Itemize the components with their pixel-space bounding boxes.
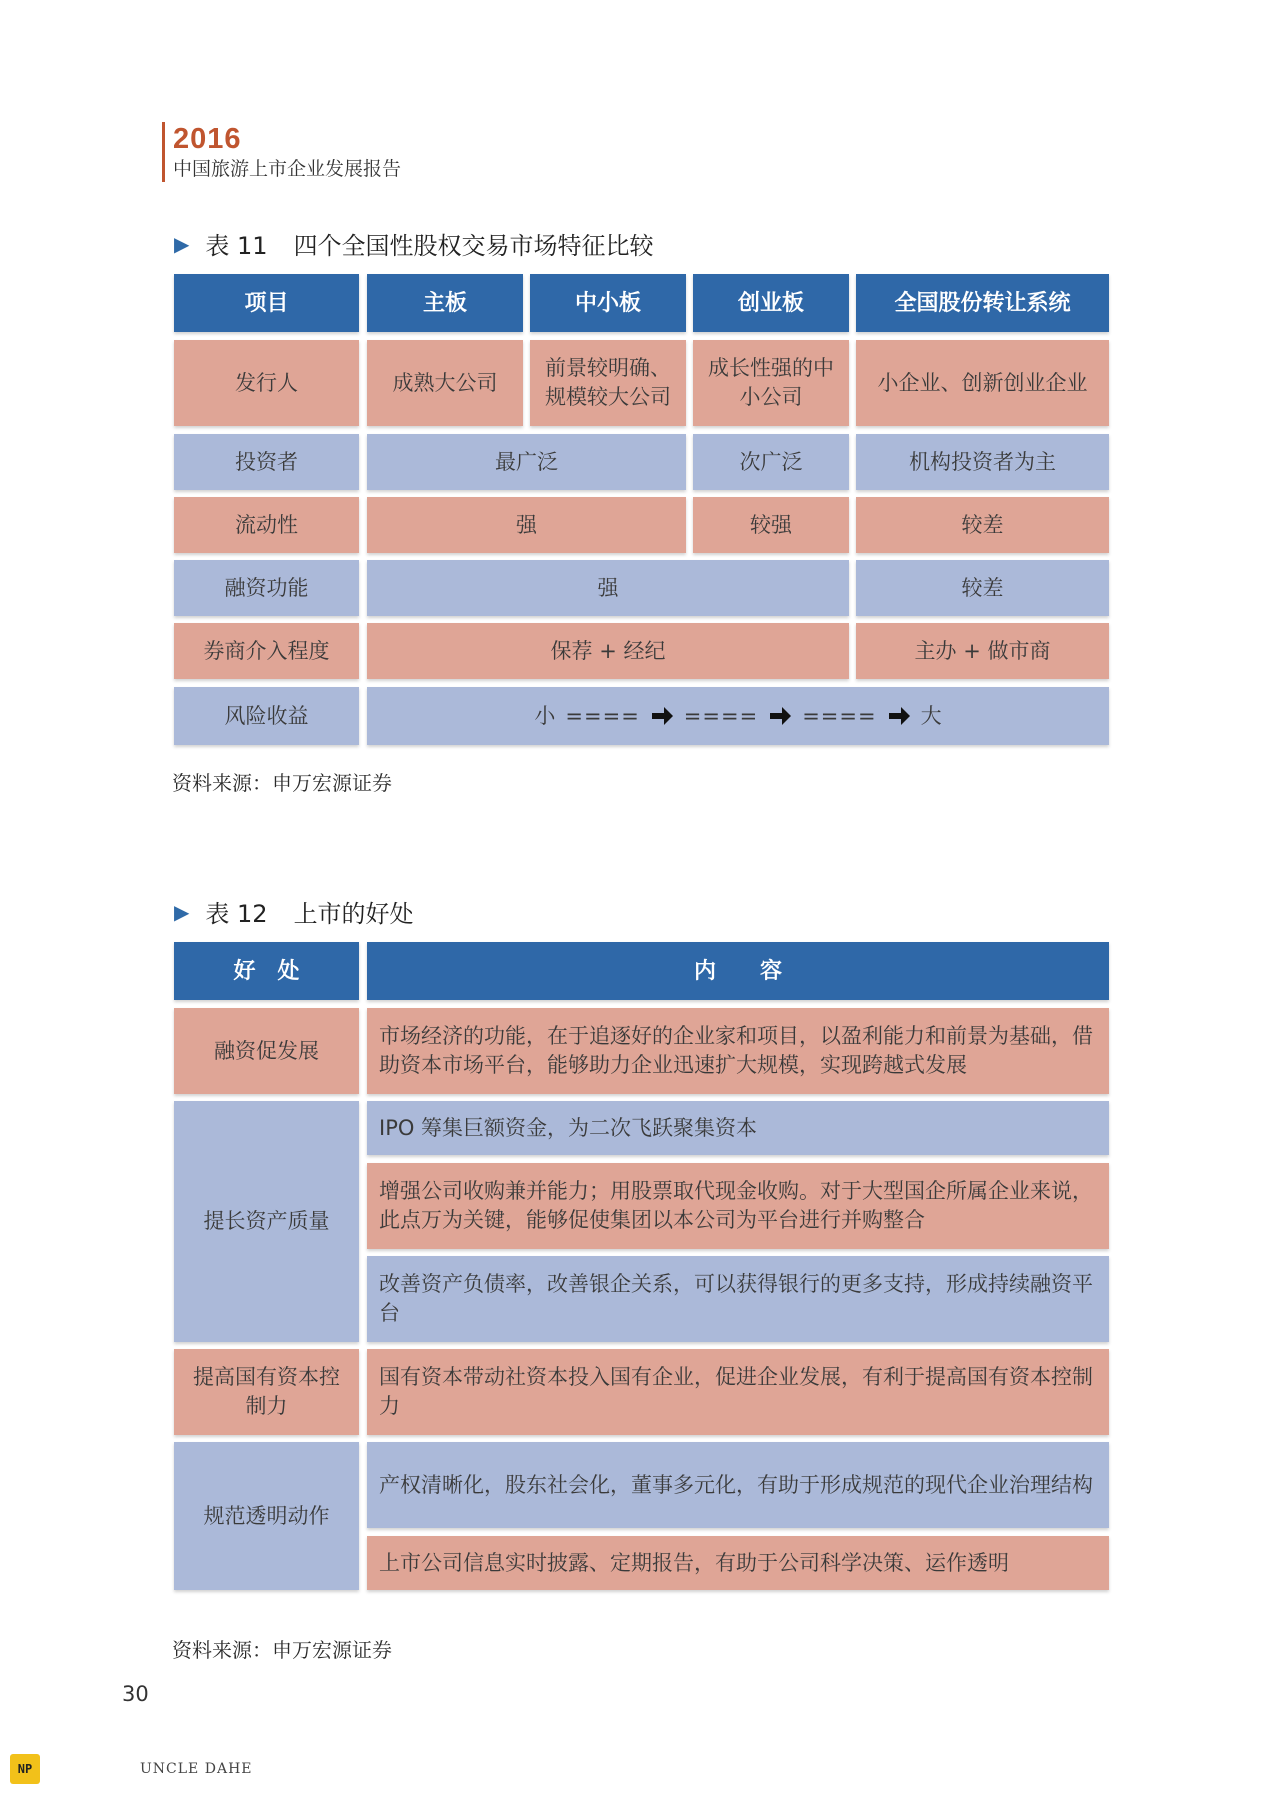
benefit-label-state-capital: 提高国有资本控制力 [174, 1349, 359, 1435]
cell-issuer-gem: 成长性强的中小公司 [693, 340, 849, 426]
cell-risk-scale [367, 687, 1109, 745]
cell-issuer-neeq: 小企业、创新创业企业 [856, 340, 1109, 426]
table11-title-text: 四个全国性股权交易市场特征比较 [293, 232, 654, 260]
benefit-content: 国有资本带动社资本投入国有企业，促进企业发展，有利于提高国有资本控制力 [367, 1349, 1109, 1435]
triangle-bullet-icon: ▶ [174, 899, 190, 924]
page-number: 30 [122, 1682, 149, 1706]
brand-name: UNCLE DAHE [140, 1761, 253, 1777]
row-label-broker: 券商介入程度 [174, 623, 359, 679]
benefit-content: 增强公司收购兼并能力；用股票取代现金收购。对于大型国企所属企业来说，此点万为关键，能够促使集团以本公司为平台进行并购整合 [367, 1163, 1109, 1249]
risk-equals-1: ==== [565, 703, 640, 728]
table11-number: 表 11 [205, 232, 268, 260]
table12-header-benefit: 好 处 [174, 942, 359, 1000]
cell-liquidity-neeq: 较差 [856, 497, 1109, 553]
report-subtitle: 中国旅游上市企业发展报告 [173, 158, 402, 180]
table11-header-item: 项目 [174, 274, 359, 332]
benefit-label-financing: 融资促发展 [174, 1008, 359, 1094]
table11-header-main-board: 主板 [367, 274, 523, 332]
cell-broker-neeq: 主办 + 做市商 [856, 623, 1109, 679]
benefit-label-transparency: 规范透明动作 [174, 1442, 359, 1590]
brand-footer [10, 1754, 253, 1784]
report-year: 2016 [173, 123, 242, 155]
table12-header-content: 内 容 [367, 942, 1109, 1000]
cell-liquidity-gem: 较强 [693, 497, 849, 553]
table11-source: 资料来源：申万宏源证券 [172, 771, 392, 795]
arrow-right-icon [650, 705, 674, 727]
table12-number: 表 12 [205, 900, 268, 928]
table11-title [174, 226, 654, 261]
risk-large-label: 大 [920, 703, 942, 728]
cell-investor-gem: 次广泛 [693, 434, 849, 490]
cell-liquidity-main-sme: 强 [367, 497, 686, 553]
benefit-content: 市场经济的功能，在于追逐好的企业家和项目，以盈利能力和前景为基础，借助资本市场平台，能够助力企业迅速扩大规模，实现跨越式发展 [367, 1008, 1109, 1094]
cell-financing-exchange: 强 [367, 560, 849, 616]
table11-header-sme-board: 中小板 [530, 274, 686, 332]
report-header [162, 122, 401, 182]
triangle-bullet-icon: ▶ [174, 231, 190, 256]
np-logo-icon: NP [10, 1754, 40, 1784]
row-label-risk: 风险收益 [174, 687, 359, 745]
benefit-content: 上市公司信息实时披露、定期报告，有助于公司科学决策、运作透明 [367, 1536, 1109, 1590]
benefit-content: IPO 筹集巨额资金，为二次飞跃聚集资本 [367, 1101, 1109, 1155]
cell-broker-exchange: 保荐 + 经纪 [367, 623, 849, 679]
risk-small-label: 小 [534, 703, 556, 728]
benefit-content: 改善资产负债率，改善银企关系，可以获得银行的更多支持，形成持续融资平台 [367, 1256, 1109, 1342]
row-label-financing: 融资功能 [174, 560, 359, 616]
cell-issuer-main: 成熟大公司 [367, 340, 523, 426]
table12-source: 资料来源：申万宏源证券 [172, 1638, 392, 1662]
arrow-right-icon [887, 705, 911, 727]
cell-investor-neeq: 机构投资者为主 [856, 434, 1109, 490]
row-label-liquidity: 流动性 [174, 497, 359, 553]
risk-arrow-scale [534, 702, 941, 731]
cell-investor-main-sme: 最广泛 [367, 434, 686, 490]
cell-financing-neeq: 较差 [856, 560, 1109, 616]
row-label-issuer: 发行人 [174, 340, 359, 426]
table12-title-text: 上市的好处 [293, 900, 414, 928]
arrow-right-icon [768, 705, 792, 727]
table11-header-neeq: 全国股份转让系统 [856, 274, 1109, 332]
row-label-investor: 投资者 [174, 434, 359, 490]
risk-equals-2: ==== [683, 703, 759, 728]
benefit-label-asset-quality: 提长资产质量 [174, 1101, 359, 1342]
benefit-content: 产权清晰化，股东社会化，董事多元化，有助于形成规范的现代企业治理结构 [367, 1442, 1109, 1528]
table11-header-gem-board: 创业板 [693, 274, 849, 332]
table12-title [174, 894, 414, 929]
risk-equals-3: ==== [802, 703, 877, 728]
cell-issuer-sme: 前景较明确、规模较大公司 [530, 340, 686, 426]
